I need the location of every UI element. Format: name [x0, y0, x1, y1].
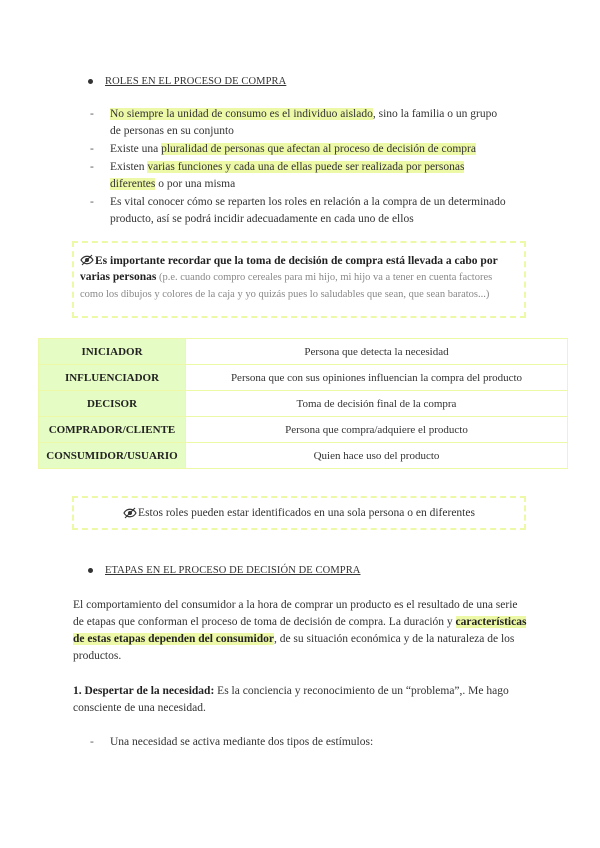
list-item	[90, 141, 510, 158]
bullet-dot	[88, 568, 93, 573]
desc-cell: Persona que detecta la necesidad	[186, 339, 568, 365]
role-cell: INFLUENCIADOR	[39, 365, 186, 391]
highlight-text: varias funciones y cada una de ellas puede ser realizada por personas diferentes	[110, 161, 465, 190]
highlight-text: No siempre la unidad de consumo es el individuo aislado	[110, 108, 373, 120]
highlight-text: pluralidad de personas que afectan al proceso de decisión de compra	[161, 143, 476, 155]
list-item-text: Existen	[110, 161, 148, 173]
step1-list	[90, 734, 510, 752]
para-text: Es la conciencia y reconocimiento de un “problema”,. Me hago consciente de una necesidad.	[73, 685, 509, 714]
desc-cell: Persona que con sus opiniones influencian la compra del producto	[186, 365, 568, 391]
note-gray-text: (p.e. cuando compro cereales para mi hijo, mi hijo va a tener en cuenta factores como los dibujos y colores de la caja y yo quizás pues lo saludables que sean, que sean baratos...)	[80, 272, 493, 300]
list-item	[90, 106, 510, 140]
list-item-text: o por una misma	[155, 178, 236, 190]
list-item-text: , sino la familia o un grupo de personas en su conjunto	[110, 108, 498, 137]
step1-label: 1. Despertar de la necesidad:	[73, 685, 215, 697]
role-cell: INICIADOR	[39, 339, 186, 365]
section2-heading	[88, 565, 360, 576]
para-text: , de su situación económica y de la naturaleza de los productos.	[73, 633, 515, 662]
note2-text: Estos roles pueden estar identificados en una sola persona o en diferentes	[138, 507, 475, 519]
para-text: El comportamiento del consumidor a la hora de comprar un producto es el resultado de una serie de etapas que conforman el proceso de toma de decisión de compra. La duración y	[73, 599, 518, 628]
list-item	[90, 734, 510, 751]
table-row	[39, 391, 568, 417]
desc-cell: Quien hace uso del producto	[186, 443, 568, 469]
role-cell: CONSUMIDOR/USUARIO	[39, 443, 186, 469]
section2-title: ETAPAS EN EL PROCESO DE DECISIÓN DE COMPRA	[105, 565, 361, 576]
note-box-roles	[72, 496, 526, 530]
note-box-important	[72, 241, 526, 318]
role-cell: DECISOR	[39, 391, 186, 417]
list-item	[90, 159, 510, 193]
role-cell: COMPRADOR/CLIENTE	[39, 417, 186, 443]
list-item-text: Una necesidad se activa mediante dos tipos de estímulos:	[110, 736, 374, 748]
roles-list	[90, 106, 510, 229]
eye-icon	[80, 254, 94, 266]
eye-icon	[123, 507, 137, 519]
highlight-text: características de estas etapas dependen del consumidor	[73, 616, 527, 645]
paragraph-intro	[73, 597, 528, 665]
bullet-dot	[88, 79, 93, 84]
table-row	[39, 339, 568, 365]
paragraph-step1	[73, 683, 528, 717]
note-bold-text: Es importante recordar que la toma de decisión de compra está llevada a cabo por varias personas	[80, 255, 498, 283]
list-item-text: Es vital conocer cómo se reparten los roles en relación a la compra de un determinado producto, así se podrá incidir adecuadamente en cada uno de ellos	[110, 196, 506, 225]
section1-heading	[88, 76, 286, 87]
roles-table	[38, 338, 568, 469]
list-item	[90, 194, 510, 228]
desc-cell: Persona que compra/adquiere el producto	[186, 417, 568, 443]
list-item-text: Existe una	[110, 143, 162, 155]
desc-cell: Toma de decisión final de la compra	[186, 391, 568, 417]
table-row	[39, 443, 568, 469]
section1-title: ROLES EN EL PROCESO DE COMPRA	[105, 76, 287, 87]
table-row	[39, 417, 568, 443]
table-row	[39, 365, 568, 391]
